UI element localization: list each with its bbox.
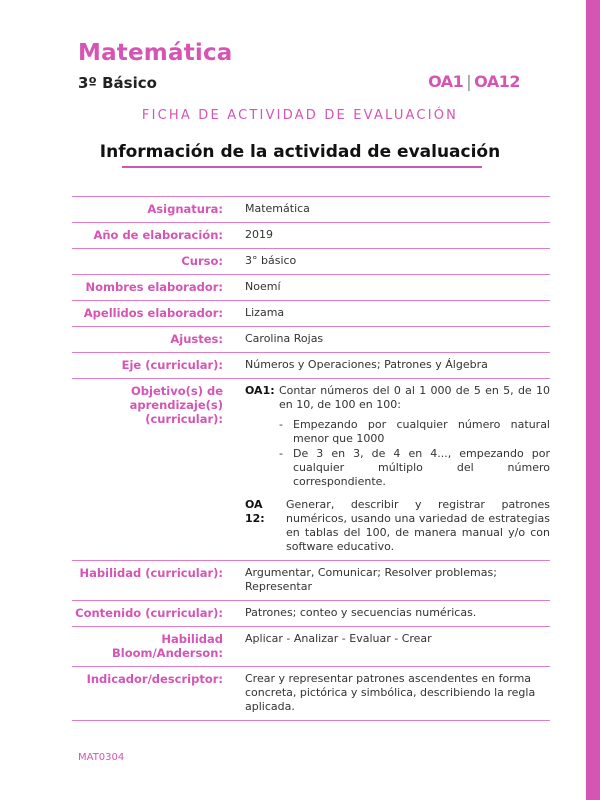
title-underline: [122, 166, 482, 168]
list-item: [279, 447, 550, 489]
row-label: Asignatura:: [72, 197, 245, 223]
objective-code: OA 12:: [245, 498, 265, 525]
oa-code: [428, 72, 520, 91]
objective-code: OA1:: [245, 384, 275, 397]
row-value: [245, 379, 550, 561]
dash-bullet-icon: -: [279, 447, 283, 460]
objective-bullets: [279, 418, 550, 489]
document-kind: FICHA DE ACTIVIDAD DE EVALUACIÓN: [141, 108, 459, 123]
grade-label: 3º Básico: [78, 74, 157, 92]
row-label: Año de elaboración:: [72, 223, 245, 249]
table-row: [72, 197, 550, 223]
row-value: Carolina Rojas: [245, 327, 550, 353]
row-label: Eje (curricular):: [72, 353, 245, 379]
row-value: Lizama: [245, 301, 550, 327]
row-value: 3° básico: [245, 249, 550, 275]
oa-first: OA1: [428, 72, 464, 91]
oa-separator: |: [466, 72, 472, 91]
objective-oa1: [245, 384, 550, 490]
row-value: Noemí: [245, 275, 550, 301]
row-label: Habilidad (curricular):: [72, 561, 245, 601]
table-row: [72, 379, 550, 561]
table-row: [72, 353, 550, 379]
row-label: Nombres elaborador:: [72, 275, 245, 301]
subject-title: Matemática: [78, 40, 233, 66]
dash-bullet-icon: -: [279, 418, 283, 431]
objective-oa12: [245, 498, 550, 554]
info-table: [72, 196, 550, 721]
row-label: Habilidad Bloom/Anderson:: [72, 627, 245, 667]
row-value: Números y Operaciones; Patrones y Álgebra: [245, 353, 550, 379]
table-row: [72, 667, 550, 721]
table-row: [72, 223, 550, 249]
row-label: Ajustes:: [72, 327, 245, 353]
table-row: [72, 627, 550, 667]
table-row: [72, 249, 550, 275]
row-value: Matemática: [245, 197, 550, 223]
objective-text: Generar, describir y registrar patrones numéricos, usando una variedad de estrategias en tablas del 100, de manera manual y/o con software educativo.: [286, 498, 550, 553]
row-value: Argumentar, Comunicar; Resolver problemas; Representar: [245, 561, 550, 601]
row-label: Indicador/descriptor:: [72, 667, 245, 721]
oa-second: OA12: [474, 72, 520, 91]
row-value: Crear y representar patrones ascendentes en forma concreta, pictórica y simbólica, describiendo la regla aplicada.: [245, 667, 550, 721]
objective-text: Contar números del 0 al 1 000 de 5 en 5, de 10 en 10, de 100 en 100:: [279, 384, 550, 411]
section-title: Información de la actividad de evaluación: [99, 142, 501, 162]
table-row: [72, 301, 550, 327]
row-value: Aplicar - Analizar - Evaluar - Crear: [245, 627, 550, 667]
list-item: [279, 418, 550, 446]
table-row: [72, 561, 550, 601]
table-row: [72, 327, 550, 353]
row-label: Curso:: [72, 249, 245, 275]
row-label: Contenido (curricular):: [72, 601, 245, 627]
row-label: Objetivo(s) de aprendizaje(s) (curricular):: [72, 379, 245, 561]
row-value: Patrones; conteo y secuencias numéricas.: [245, 601, 550, 627]
bullet-text: Empezando por cualquier número natural menor que 1000: [293, 418, 550, 445]
table-row: [72, 275, 550, 301]
bullet-text: De 3 en 3, de 4 en 4..., empezando por cualquier múltiplo del número correspondiente.: [293, 447, 550, 488]
objective-body: [279, 384, 550, 490]
footer-code: MAT0304: [78, 752, 125, 763]
row-value: 2019: [245, 223, 550, 249]
table-row: [72, 601, 550, 627]
row-label: Apellidos elaborador:: [72, 301, 245, 327]
